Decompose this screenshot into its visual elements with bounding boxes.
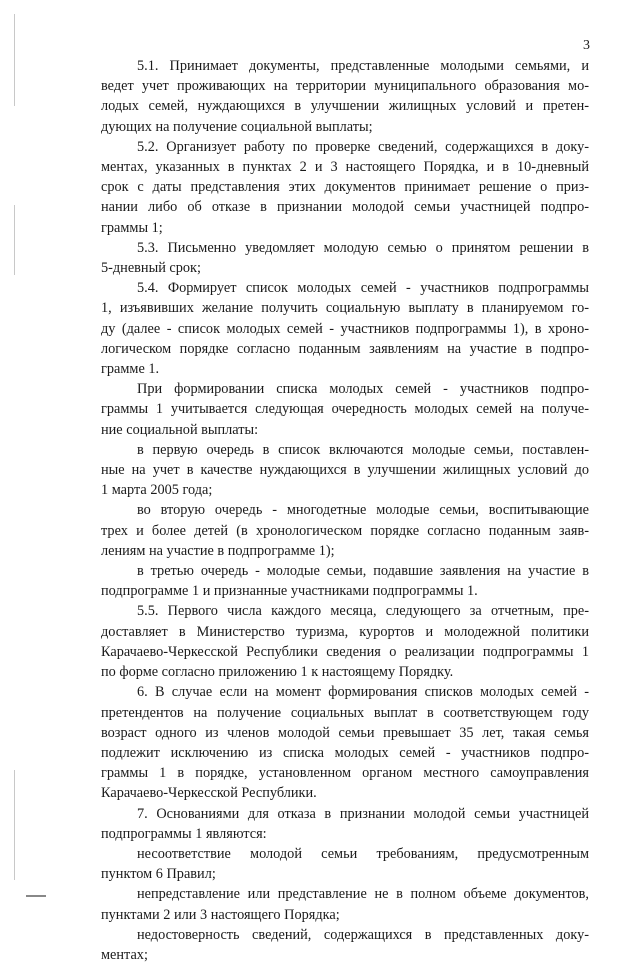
text-line: подпрограмме 1 и признанные участниками подпрограммы 1. (101, 583, 478, 600)
text-line: в первую очередь в список включаются молодые семьи, поставлен- (137, 441, 589, 458)
text-line: 5.4. Формирует список молодых семей - участников подпрограммы (137, 280, 589, 297)
text-line: нании либо об отказе в признании молодой семьи участницей подпро- (101, 199, 589, 216)
text-line: пунктами 2 или 3 настоящего Порядка; (101, 906, 340, 923)
text-line: недостоверность сведений, содержащихся в представленных доку- (137, 926, 589, 943)
document-text (101, 56, 589, 965)
text-line: во вторую очередь - многодетные молодые семьи, воспитывающие (137, 502, 589, 519)
text-line: в третью очередь - молодые семьи, подавшие заявления на участие в (137, 563, 589, 580)
text-line: 5.2. Организует работу по проверке сведений, содержащихся в доку- (137, 138, 589, 155)
text-line: 7. Основаниями для отказа в признании молодой семьи участницей (137, 805, 589, 822)
page-number: 3 (583, 38, 590, 53)
text-line: Карачаево-Черкесской Республики. (101, 785, 317, 802)
text-line: возраст одного из членов молодой семьи превышает 35 лет, такая семья (101, 724, 589, 741)
text-line: подлежит исключению из списка молодых семей - участников подпро- (101, 744, 589, 761)
text-line: граммы 1 учитывается следующая очередность молодых семей на получе- (101, 401, 589, 418)
text-line: ведет учет проживающих на территории муниципального образования мо- (101, 78, 589, 95)
text-line: грамме 1. (101, 361, 160, 378)
text-line: ние социальной выплаты: (101, 421, 259, 438)
scan-edge-line-bottom (14, 770, 15, 880)
text-line: Карачаево-Черкесской Республики сведения о реализации подпрограммы 1 (101, 643, 589, 660)
text-line: 6. В случае если на момент формирования списков молодых семей - (137, 684, 589, 701)
scan-corner-mark (26, 895, 46, 897)
text-line: непредставление или представление не в полном объеме документов, (137, 886, 589, 903)
text-line: ные на учет в качестве нуждающихся в улучшении жилищных условий до (101, 462, 589, 479)
text-line: срок с даты представления этих документов принимает решение о приз- (101, 179, 589, 196)
scan-edge-line-top (14, 14, 15, 106)
text-line: пунктом 6 Правил; (101, 866, 216, 883)
scan-edge-line-middle (14, 205, 15, 275)
text-line: лодых семей, нуждающихся в улучшении жилищных условий и претен- (101, 98, 589, 115)
text-line: по форме согласно приложению 1 к настоящему Порядку. (101, 664, 454, 681)
text-line: 1, изъявивших желание получить социальную выплату в планируемом го- (101, 300, 589, 317)
text-line: 1 марта 2005 года; (101, 482, 213, 499)
text-line: 5.3. Письменно уведомляет молодую семью о принятом решении в (137, 239, 589, 256)
text-line: 5-дневный срок; (101, 260, 201, 277)
text-line: трех и более детей (в хронологическом порядке согласно поданным заяв- (101, 522, 589, 539)
text-line: При формировании списка молодых семей - участников подпро- (137, 381, 589, 398)
text-line: ду (далее - список молодых семей - участников подпрограммы 1), в хроно- (101, 320, 589, 337)
text-line: несоответствие молодой семьи требованиям, предусмотренным (137, 845, 589, 862)
text-line: лениям на участие в подпрограмме 1); (101, 542, 335, 559)
text-line: претендентов на получение социальных выплат в соответствующем году (101, 704, 589, 721)
text-line: граммы 1; (101, 219, 163, 236)
text-line: подпрограммы 1 являются: (101, 825, 267, 842)
text-line: доставляет в Министерство туризма, курортов и молодежной политики (101, 623, 589, 640)
text-line: ментах, указанных в пунктах 2 и 3 настоящего Порядка, и в 10-дневный (101, 159, 589, 176)
text-line: логическом порядке согласно поданным заявлениям на участие в подпро- (101, 340, 589, 357)
text-line: ментах; (101, 946, 148, 963)
text-line: граммы 1 в порядке, установленном органом местного самоуправления (101, 765, 589, 782)
text-line: 5.1. Принимает документы, представленные молодыми семьями, и (137, 58, 589, 74)
text-line: дующих на получение социальной выплаты; (101, 118, 373, 135)
text-line: 5.5. Первого числа каждого месяца, следующего за отчетным, пре- (137, 603, 589, 620)
